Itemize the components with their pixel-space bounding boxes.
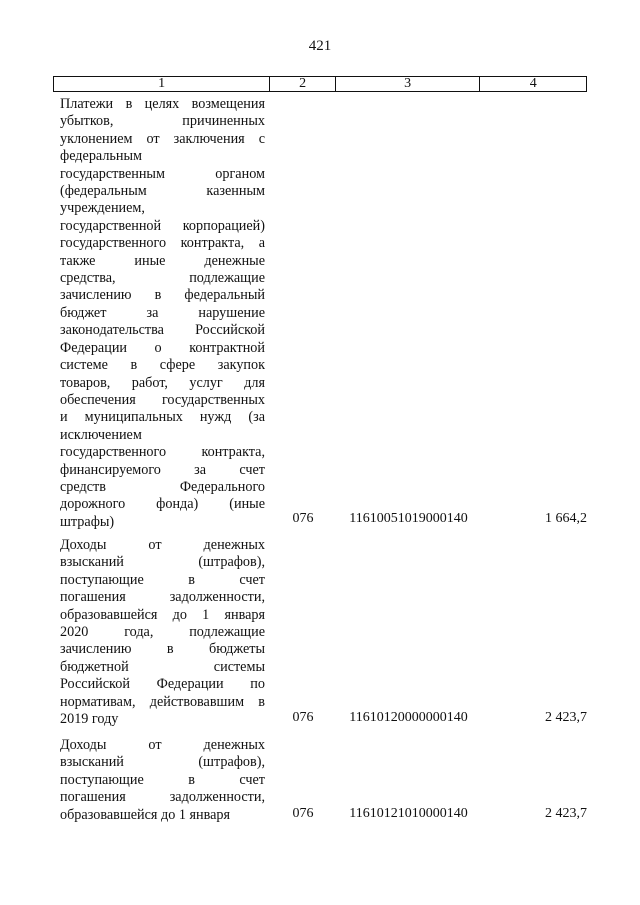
description-line: штрафы) bbox=[60, 513, 115, 530]
row-code: 076 bbox=[292, 511, 314, 526]
row-code: 076 bbox=[292, 710, 314, 725]
description-line: погашения задолженности, bbox=[60, 789, 265, 806]
description-line: бюджетной системы bbox=[60, 658, 265, 675]
description-line: Федерации о контрактной bbox=[60, 339, 265, 356]
row-kbk: 11610121010000140 bbox=[349, 806, 468, 821]
description-line: взысканий (штрафов), bbox=[60, 554, 265, 571]
description-line: обеспечения государственных bbox=[60, 391, 265, 408]
description-line: финансируемого за счет bbox=[60, 461, 265, 478]
description-line: Платежи в целях возмещения bbox=[60, 96, 265, 112]
description-line: государственного контракта, а bbox=[60, 235, 265, 252]
description-line: бюджет за нарушение bbox=[60, 304, 265, 321]
description-line: уклонением от заключения с bbox=[60, 130, 265, 147]
row-description bbox=[60, 737, 265, 824]
description-line: товаров, работ, услуг для bbox=[60, 374, 265, 391]
row-kbk: 11610051019000140 bbox=[349, 511, 468, 526]
description-line: погашения задолженности, bbox=[60, 589, 265, 606]
description-line: системе в сфере закупок bbox=[60, 357, 265, 374]
description-line: средств Федерального bbox=[60, 478, 265, 495]
description-line: образовавшейся до 1 января bbox=[60, 806, 231, 823]
row-amount: 2 423,7 bbox=[545, 806, 587, 821]
description-line: государственным органом bbox=[60, 165, 265, 182]
description-line: (федеральным казенным bbox=[60, 183, 265, 200]
description-line: Доходы от денежных bbox=[60, 537, 265, 553]
table-header bbox=[53, 76, 587, 92]
description-line: зачислению в федеральный bbox=[60, 287, 265, 304]
description-line: дорожного фонда) (иные bbox=[60, 496, 265, 513]
description-line: поступающие в счет bbox=[60, 571, 265, 588]
row-description bbox=[60, 96, 265, 531]
column-header-2: 2 bbox=[270, 77, 336, 91]
description-line: средства, подлежащие bbox=[60, 270, 265, 287]
row-kbk: 11610120000000140 bbox=[349, 710, 468, 725]
description-line: федеральным bbox=[60, 148, 142, 165]
description-line: убытков, причиненных bbox=[60, 113, 265, 130]
description-line: и муниципальных нужд (за bbox=[60, 409, 265, 426]
description-line: законодательства Российской bbox=[60, 322, 265, 339]
description-line: 2019 году bbox=[60, 711, 119, 728]
description-line: учреждением, bbox=[60, 200, 145, 217]
description-line: исключением bbox=[60, 426, 142, 443]
description-line: образовавшейся до 1 января bbox=[60, 606, 265, 623]
page-number: 421 bbox=[308, 38, 332, 54]
description-line: Доходы от денежных bbox=[60, 737, 265, 753]
row-code: 076 bbox=[292, 806, 314, 821]
description-line: Российской Федерации по bbox=[60, 676, 265, 693]
column-header-1: 1 bbox=[54, 77, 270, 91]
row-description bbox=[60, 537, 265, 728]
description-line: государственного контракта, bbox=[60, 444, 265, 461]
description-line: зачислению в бюджеты bbox=[60, 641, 265, 658]
description-line: взысканий (штрафов), bbox=[60, 754, 265, 771]
row-amount: 1 664,2 bbox=[545, 511, 587, 526]
description-line: нормативам, действовавшим в bbox=[60, 693, 265, 710]
column-header-3: 3 bbox=[336, 77, 480, 91]
description-line: поступающие в счет bbox=[60, 771, 265, 788]
column-header-4: 4 bbox=[529, 76, 537, 91]
description-line: государственной корпорацией) bbox=[60, 217, 265, 234]
description-line: 2020 года, подлежащие bbox=[60, 624, 265, 641]
description-line: также иные денежные bbox=[60, 252, 265, 269]
row-amount: 2 423,7 bbox=[545, 710, 587, 725]
